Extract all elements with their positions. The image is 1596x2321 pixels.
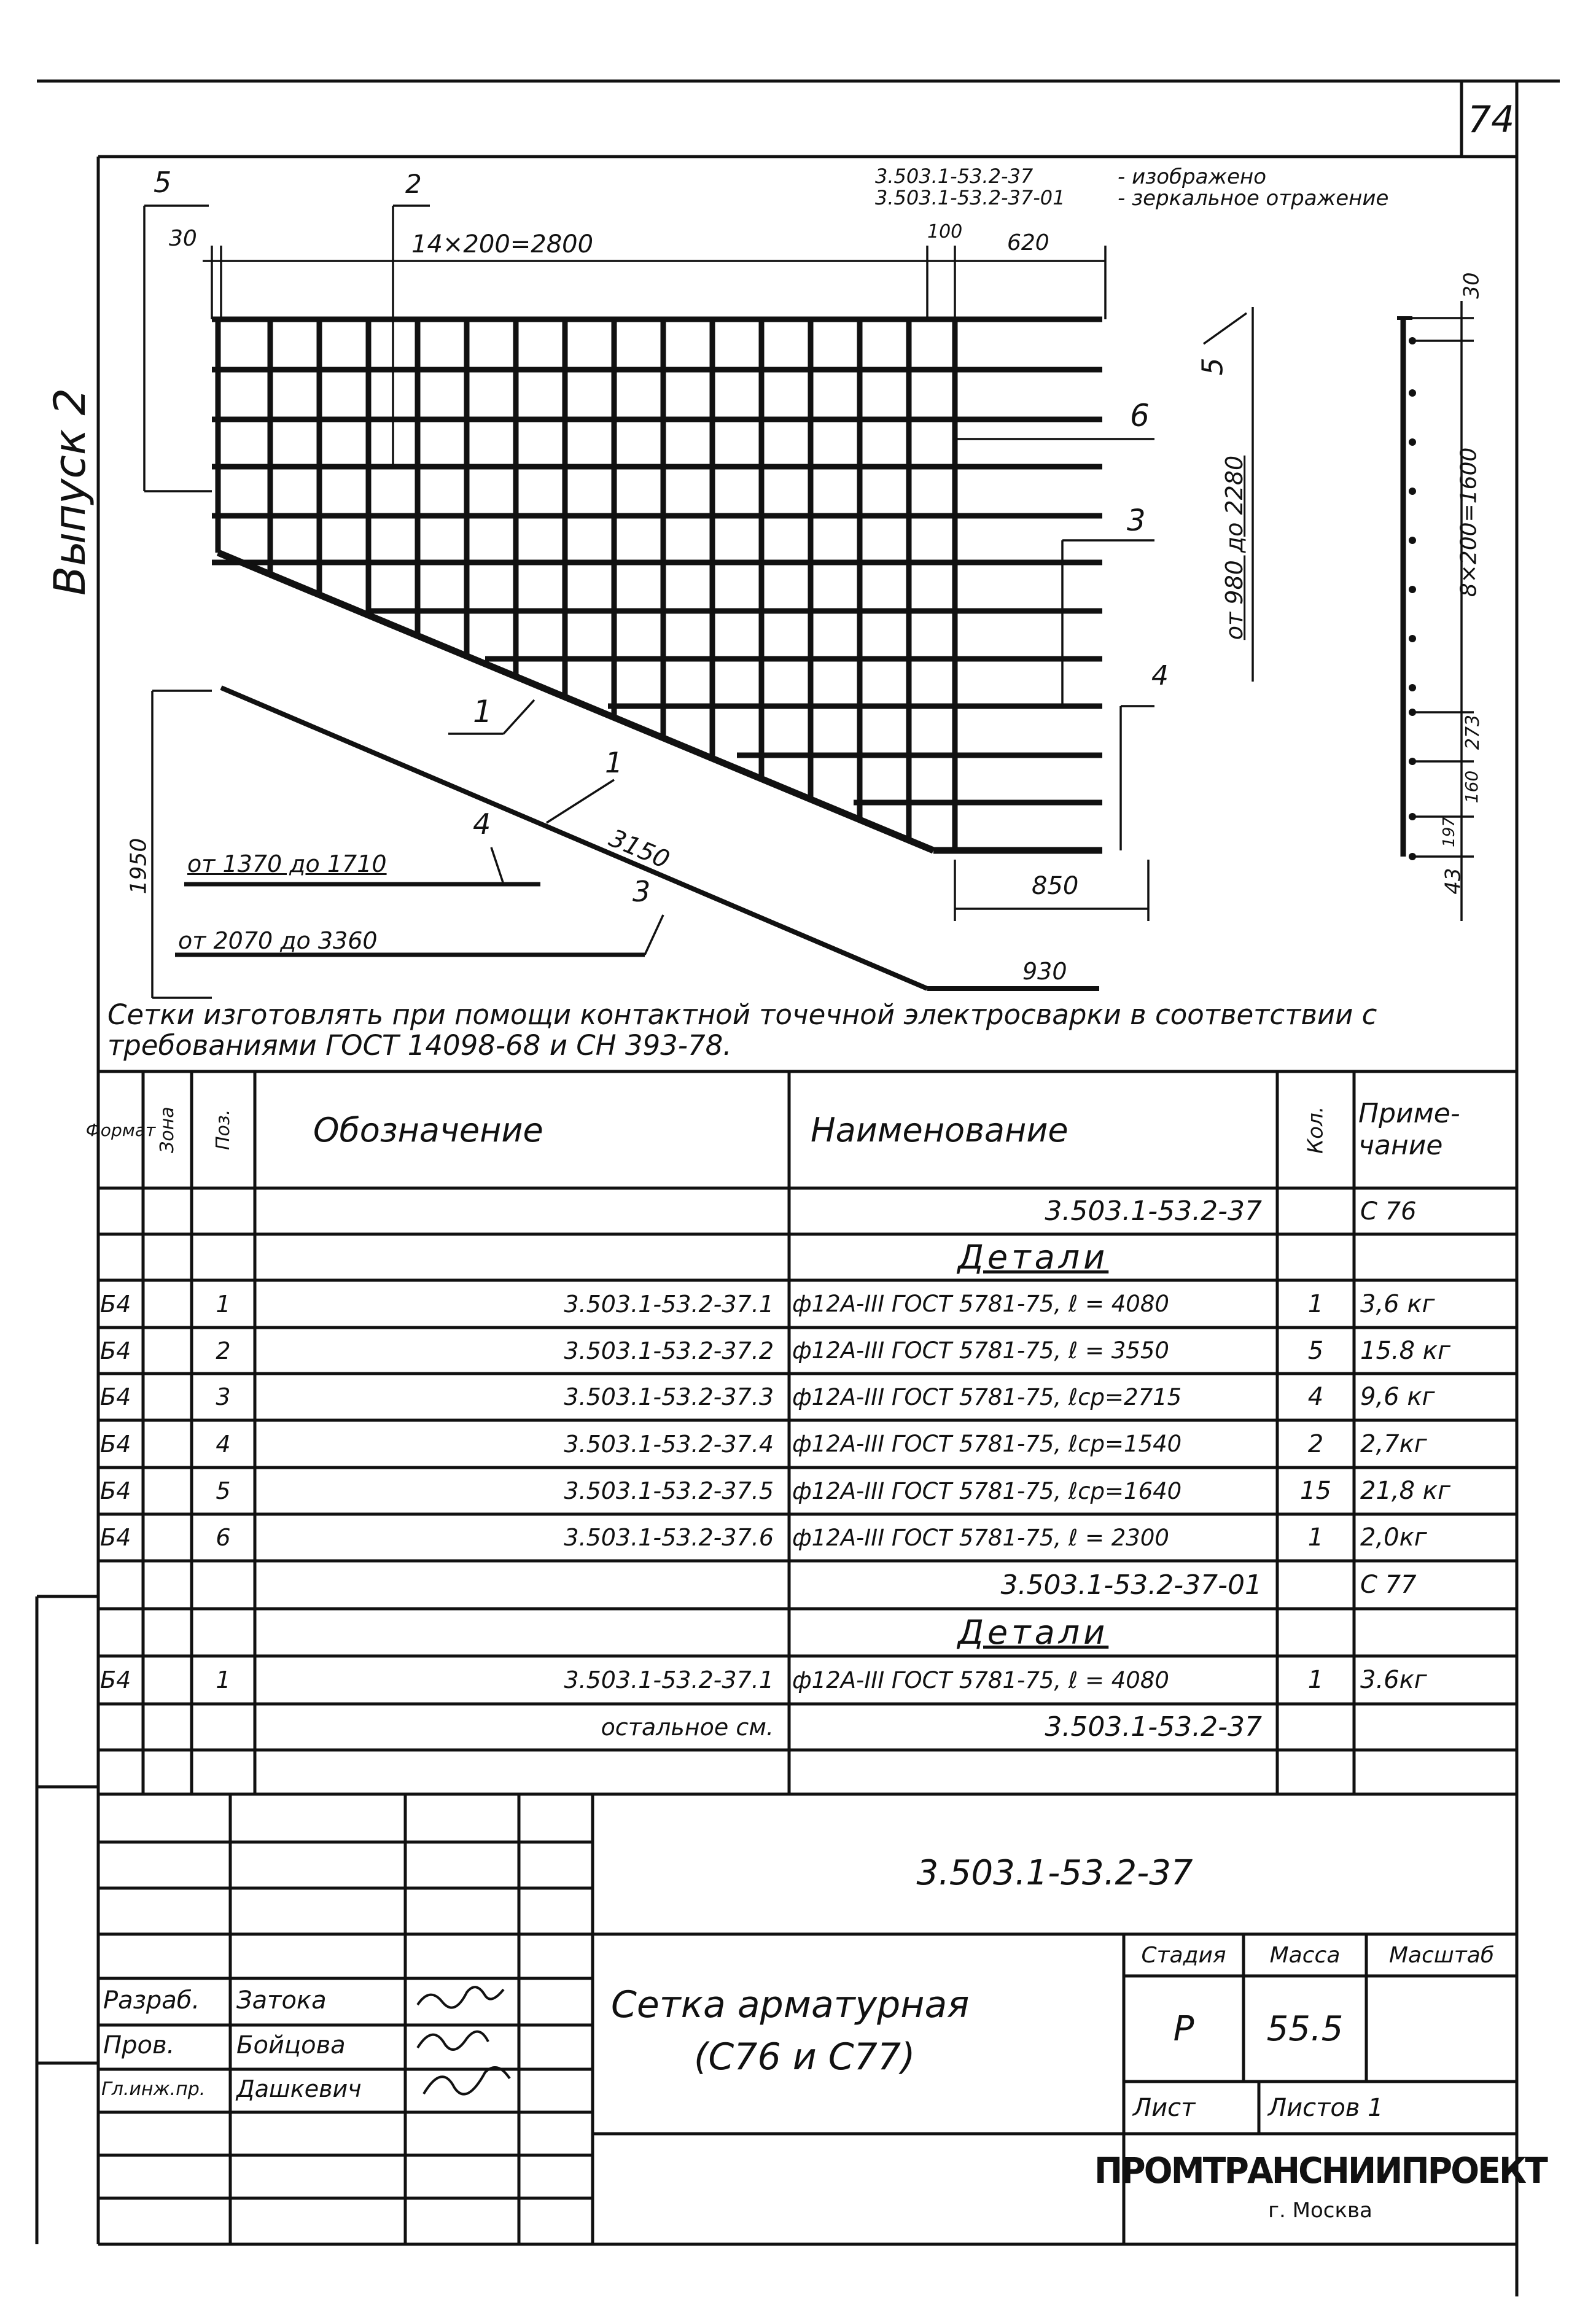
row-pos [192,1609,255,1656]
header-qty: Кол. [1303,1106,1328,1154]
row-pos: 6 [216,1524,231,1551]
row-note: 15.8 кг [1360,1336,1450,1365]
row-pos: 3 [216,1383,231,1410]
row-format: Б4 [100,1337,131,1364]
scale-value [1366,1976,1517,2082]
row-format [100,1609,143,1656]
row-designation: 3.503.1-53.2-37.6 [564,1524,774,1551]
row-qty: 5 [1307,1336,1324,1365]
side-dim-8x200: 8×200=1600 [1456,447,1482,597]
side-view-weld-dots [1409,337,1416,860]
sheets-label: Листов 1 [1268,2093,1384,2122]
signer-name-3: Дашкевич [236,2075,362,2102]
row-note: 3,6 кг [1360,1289,1435,1318]
header-format: Формат [85,1119,156,1140]
side-dim-30: 30 [1459,272,1484,299]
row-pos: 2 [216,1337,231,1364]
row-note: С 76 [1360,1197,1417,1226]
bar-4-range: от 1370 до 1710 [187,850,387,877]
row-qty: 4 [1307,1383,1324,1411]
pos-3-label: 3 [1127,503,1146,538]
pos-1-label: 1 [473,694,492,729]
row-note: С 77 [1360,1571,1417,1599]
row-designation: 3.503.1-53.2-37.1 [564,1290,774,1318]
row-designation [258,1188,780,1234]
row-designation: 3.503.1-53.2-37.5 [564,1477,774,1504]
side-dim-43: 43 [1441,868,1466,895]
row-name: ф12А-III ГОСТ 5781-75, ℓср=2715 [792,1383,1182,1410]
dim-30-left: 30 [169,226,197,251]
row-designation: остальное см. [601,1713,774,1741]
signatures [418,1987,510,2094]
row-name: ф12А-III ГОСТ 5781-75, ℓ = 4080 [792,1291,1169,1317]
dim-930: 930 [1022,958,1067,985]
pos-6-label: 6 [1130,398,1150,433]
signature-boytsova [418,2032,488,2050]
row-pos: 1 [216,1666,231,1693]
organization-name: ПРОМТРАНСНИИПРОЕКТ [1094,2150,1546,2191]
row-qty [1277,1234,1354,1280]
fabrication-note: Сетки изготовлять при помощи контактной точечной электросварки в соответствии с требованиями ГОСТ 14098-68 и СН 393-78. [107,998,1377,1062]
row-qty [1277,1609,1354,1656]
bar-1-label: 1 [605,746,623,779]
row-name: ф12А-III ГОСТ 5781-75, ℓ = 3550 [792,1337,1169,1364]
row-format [100,1561,143,1609]
row-pos [192,1561,255,1609]
row-note: 9,6 кг [1360,1383,1435,1411]
bar-3-range: от 2070 до 3360 [178,927,378,954]
row-pos [192,1234,255,1280]
row-pos: 1 [216,1290,231,1318]
signature-dashkevich [424,2067,510,2094]
row-format: Б4 [100,1524,131,1551]
row-name: ф12А-III ГОСТ 5781-75, ℓср=1540 [792,1431,1182,1457]
header-note-text-2: - зеркальное отражение [1118,186,1389,211]
header-note-code-2: 3.503.1-53.2-37-01 [875,186,1065,209]
pos-4-label: 4 [1151,660,1169,691]
signer-role-3: Гл.инж.пр. [101,2078,206,2100]
stage-label: Стадия [1141,1942,1226,1968]
row-designation [258,1234,780,1280]
row-designation [258,1561,780,1609]
row-format [100,1234,143,1280]
dim-620: 620 [1007,230,1049,255]
title-line-2: (С76 и С77) [694,2035,916,2078]
row-pos [192,1704,255,1750]
row-format: Б4 [100,1477,131,1504]
row-format: Б4 [100,1290,131,1318]
side-dim-160: 160 [1462,770,1482,804]
header-note-text-1: - изображено [1118,165,1267,189]
row-designation: 3.503.1-53.2-37.4 [564,1430,774,1458]
row-note [1360,1234,1517,1280]
sheet-number: 74 [1468,98,1515,141]
row-format: Б4 [100,1383,131,1410]
row-qty: 15 [1300,1477,1331,1505]
row-qty: 1 [1307,1666,1324,1694]
header-pos: Поз. [212,1109,234,1151]
row-note [1360,1704,1517,1750]
row-format [100,1704,143,1750]
pos-2-label: 2 [405,169,422,199]
row-designation: 3.503.1-53.2-37.3 [564,1383,774,1410]
pos-5-label: 5 [154,166,172,199]
row-qty [1277,1704,1354,1750]
header-zone: Зона [157,1106,178,1153]
row-note [1360,1609,1517,1656]
row-name: 3.503.1-53.2-37 [1045,1711,1262,1743]
signer-name-1: Затока [236,1986,327,2015]
row-qty: 2 [1307,1429,1324,1458]
signer-role-1: Разраб. [103,1986,200,2015]
row-format: Б4 [100,1430,131,1458]
row-name: ф12А-III ГОСТ 5781-75, ℓср=1640 [792,1477,1182,1504]
dim-3150: 3150 [605,823,674,875]
range-vertical: от 980 до 2280 [1221,455,1248,640]
scale-label: Масштаб [1388,1942,1495,1968]
signer-name-2: Бойцова [236,2031,346,2059]
signature-zatoka [418,1987,504,2008]
reinforcement-mesh [212,319,1102,850]
row-name: 3.503.1-53.2-37 [1045,1195,1262,1227]
row-qty: 1 [1307,1289,1324,1318]
signer-role-2: Пров. [103,2031,175,2059]
title-line-1: Сетка арматурная [611,1983,970,2026]
side-dim-273: 273 [1462,714,1484,750]
mass-value: 55.5 [1266,2008,1344,2049]
dim-spacing: 14×200=2800 [411,230,594,259]
row-note: 2,7кг [1360,1429,1427,1458]
header-note-code-1: 3.503.1-53.2-37 [875,165,1034,188]
row-pos [192,1188,255,1234]
row-note: 2,0кг [1360,1523,1427,1552]
row-designation: 3.503.1-53.2-37.1 [564,1666,774,1693]
row-designation: 3.503.1-53.2-37.2 [564,1337,774,1364]
dim-850: 850 [1032,872,1079,900]
bar-4-label: 4 [473,807,491,841]
sheet-label: Лист [1133,2093,1196,2122]
series-label: Выпуск 2 [45,387,96,596]
row-format [100,1188,143,1234]
dim-100: 100 [927,221,963,243]
mass-label: Масса [1269,1942,1341,1968]
row-pos: 5 [216,1477,231,1504]
row-name: 3.503.1-53.2-37-01 [1000,1569,1262,1601]
row-qty [1277,1561,1354,1609]
header-name: Наименование [811,1110,1069,1149]
row-name: ф12А-III ГОСТ 5781-75, ℓ = 4080 [792,1666,1169,1693]
row-name: ф12А-III ГОСТ 5781-75, ℓ = 2300 [792,1524,1169,1551]
organization-city: г. Москва [1268,2198,1372,2223]
header-note: Приме-чание [1358,1098,1460,1161]
row-name-section: Детали [957,1238,1109,1277]
row-pos: 4 [216,1430,231,1458]
stage-value: Р [1173,2008,1194,2049]
row-format: Б4 [100,1666,131,1693]
row-note: 21,8 кг [1360,1477,1450,1505]
dim-1950: 1950 [126,838,152,895]
row-qty [1277,1188,1354,1234]
row-note: 3.6кг [1360,1666,1427,1694]
pos-5-side-label: 5 [1196,357,1229,376]
row-qty: 1 [1307,1523,1324,1552]
row-designation [258,1609,780,1656]
bar-3-label: 3 [633,875,651,908]
doc-code: 3.503.1-53.2-37 [916,1853,1193,1893]
header-designation: Обозначение [313,1110,543,1149]
row-name-section: Детали [957,1613,1109,1652]
side-dim-197: 197 [1439,817,1458,847]
